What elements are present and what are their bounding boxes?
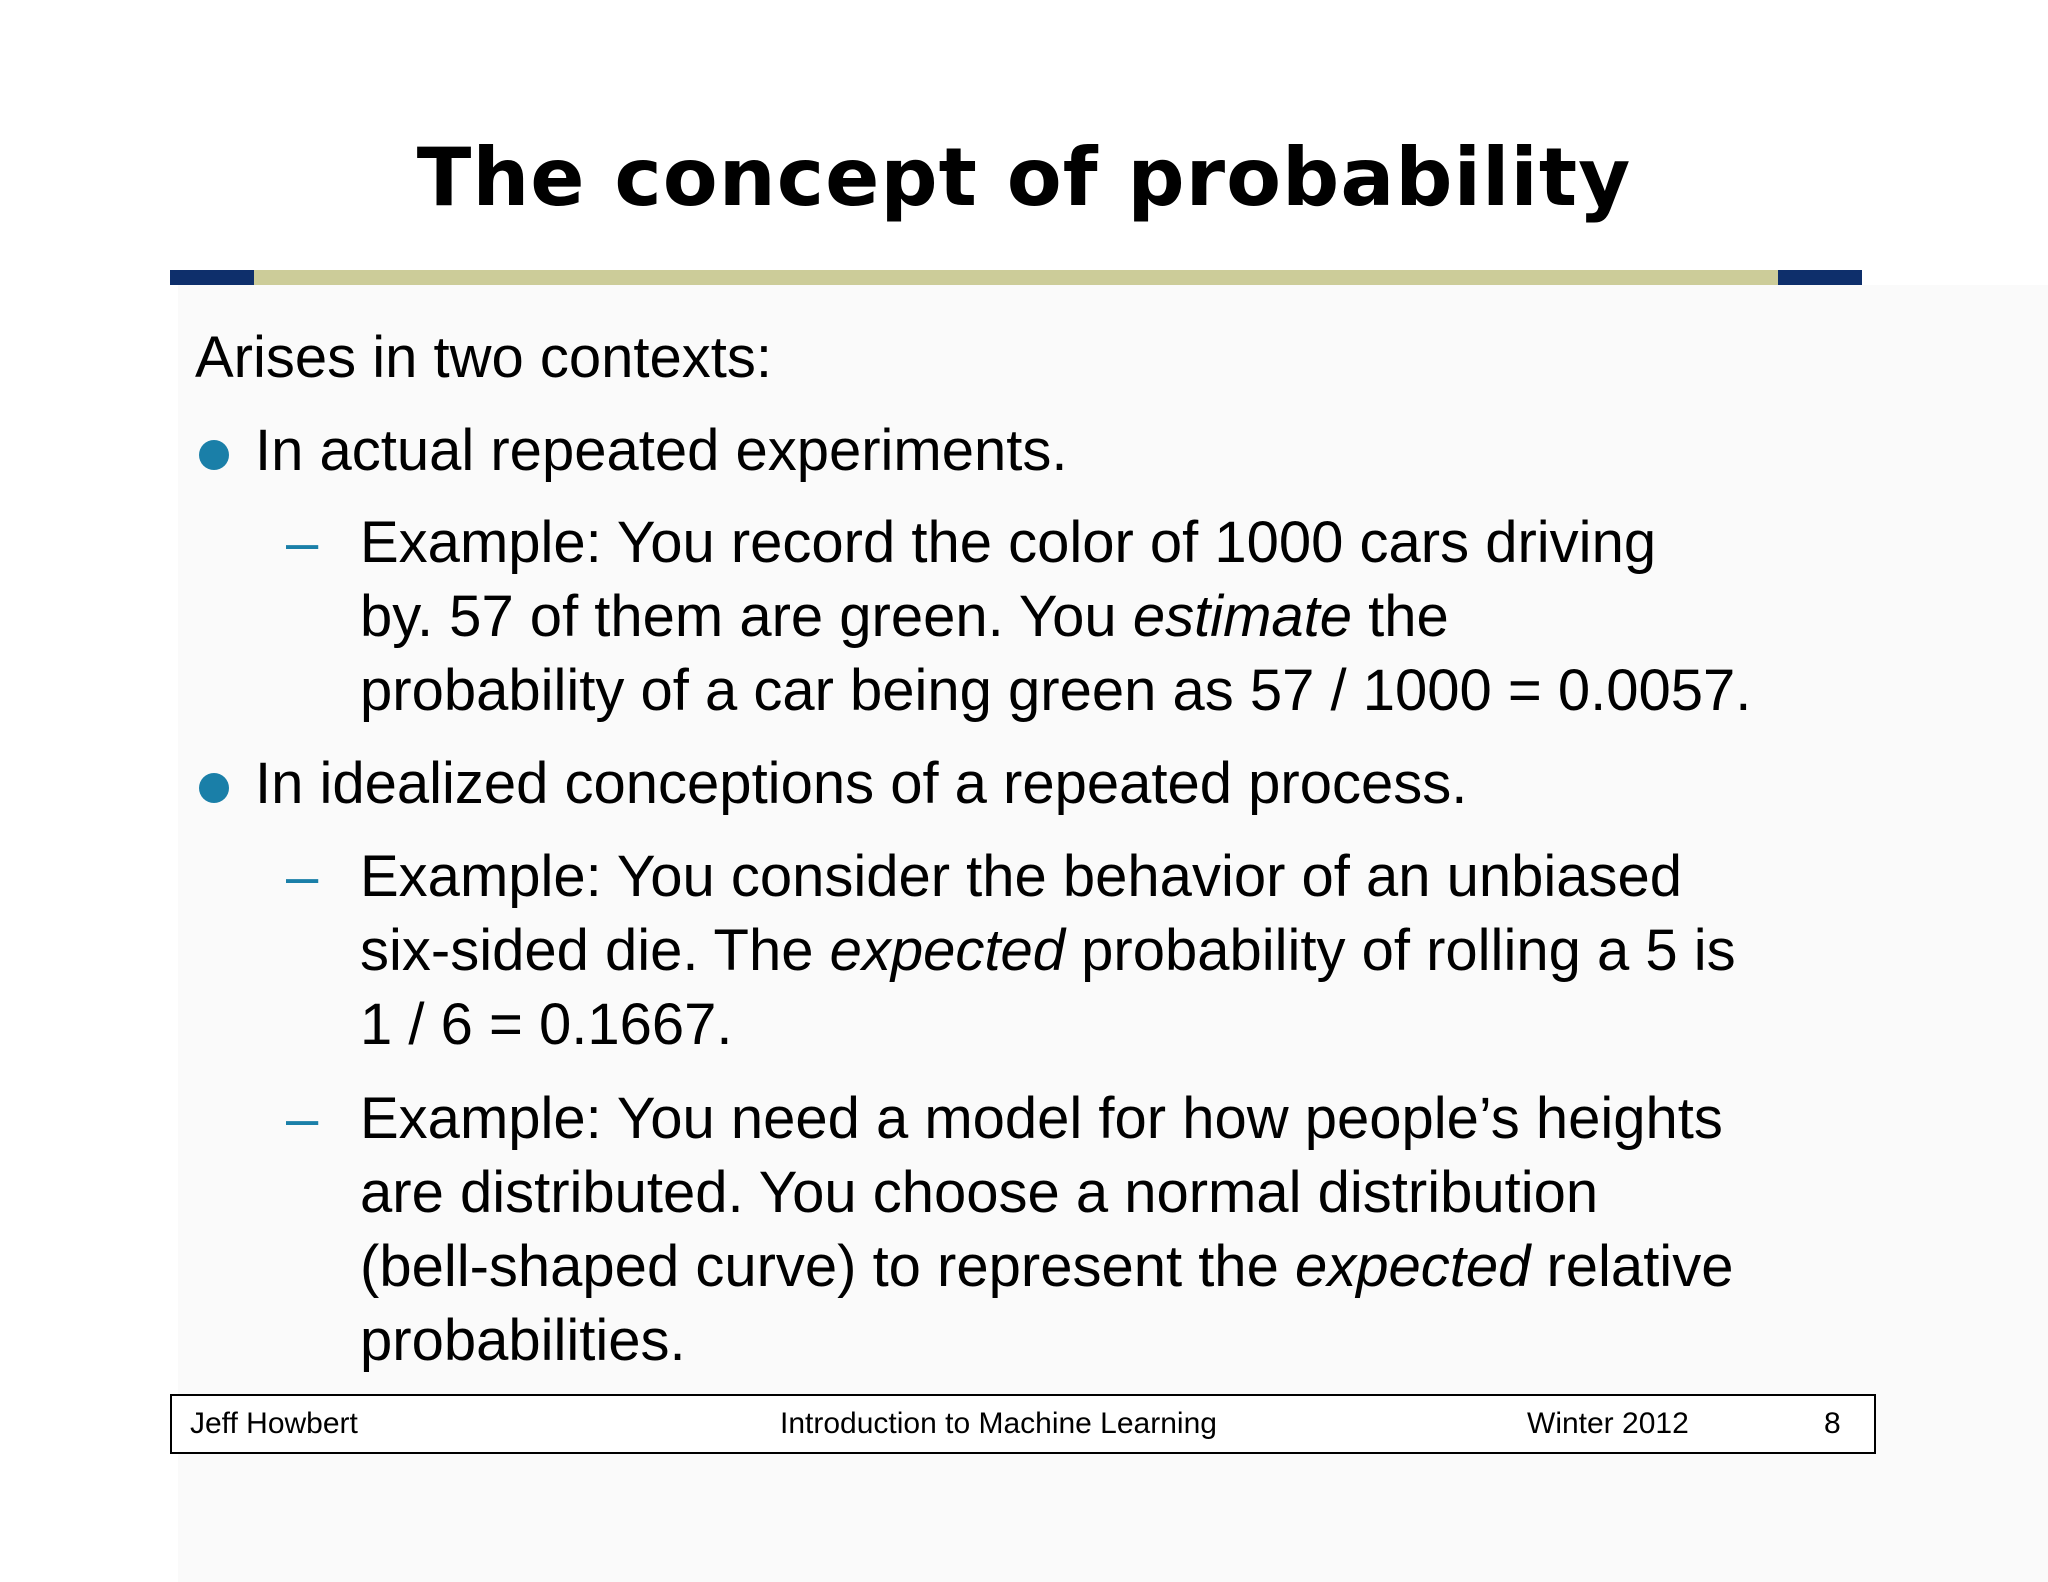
- text-run: six-sided die. The: [360, 918, 830, 983]
- slide-footer: [170, 1394, 1876, 1454]
- footer-term: Winter 2012: [1527, 1407, 1689, 1440]
- example-line: [360, 914, 1736, 988]
- bullet-text: In actual repeated experiments.: [255, 418, 1068, 483]
- example-line: [360, 1230, 1733, 1304]
- title-rule: [170, 270, 1862, 285]
- example-text: [360, 840, 1736, 1062]
- dash-icon: –: [286, 1086, 319, 1151]
- footer-author: Jeff Howbert: [190, 1407, 358, 1440]
- emphasis-text: expected: [1294, 1234, 1531, 1299]
- example-line: 1 / 6 = 0.1667.: [360, 992, 733, 1057]
- title-rule-left-cap: [170, 270, 254, 285]
- example-line: probability of a car being green as 57 / 1000 = 0.0057.: [360, 658, 1752, 723]
- example-text: [360, 506, 1751, 728]
- emphasis-text: estimate: [1132, 584, 1353, 649]
- intro-text: Arises in two contexts:: [195, 325, 772, 390]
- bullet-dot-icon: [199, 440, 229, 470]
- slide-title: The concept of probability: [416, 131, 1632, 224]
- footer-page-number: 8: [1824, 1407, 1841, 1440]
- example-line: Example: You need a model for how people’s heights: [360, 1086, 1723, 1151]
- example-line: Example: You record the color of 1000 cars driving: [360, 510, 1657, 575]
- example-text: [360, 1082, 1733, 1378]
- dash-icon: –: [286, 510, 319, 575]
- dash-icon: –: [286, 844, 319, 909]
- example-line: probabilities.: [360, 1308, 686, 1373]
- bullet-dot-icon: [199, 773, 229, 803]
- title-rule-right-cap: [1778, 270, 1862, 285]
- text-run: probability of rolling a 5 is: [1065, 918, 1736, 983]
- text-run: relative: [1530, 1234, 1734, 1299]
- bullet-text: In idealized conceptions of a repeated process.: [255, 751, 1468, 816]
- example-line: [360, 580, 1751, 654]
- example-line: Example: You consider the behavior of an unbiased: [360, 844, 1683, 909]
- example-line: are distributed. You choose a normal distribution: [360, 1160, 1599, 1225]
- text-run: (bell-shaped curve) to represent the: [360, 1234, 1295, 1299]
- text-run: by. 57 of them are green. You: [360, 584, 1133, 649]
- emphasis-text: expected: [829, 918, 1066, 983]
- footer-course: Introduction to Machine Learning: [780, 1407, 1217, 1440]
- text-run: the: [1352, 584, 1449, 649]
